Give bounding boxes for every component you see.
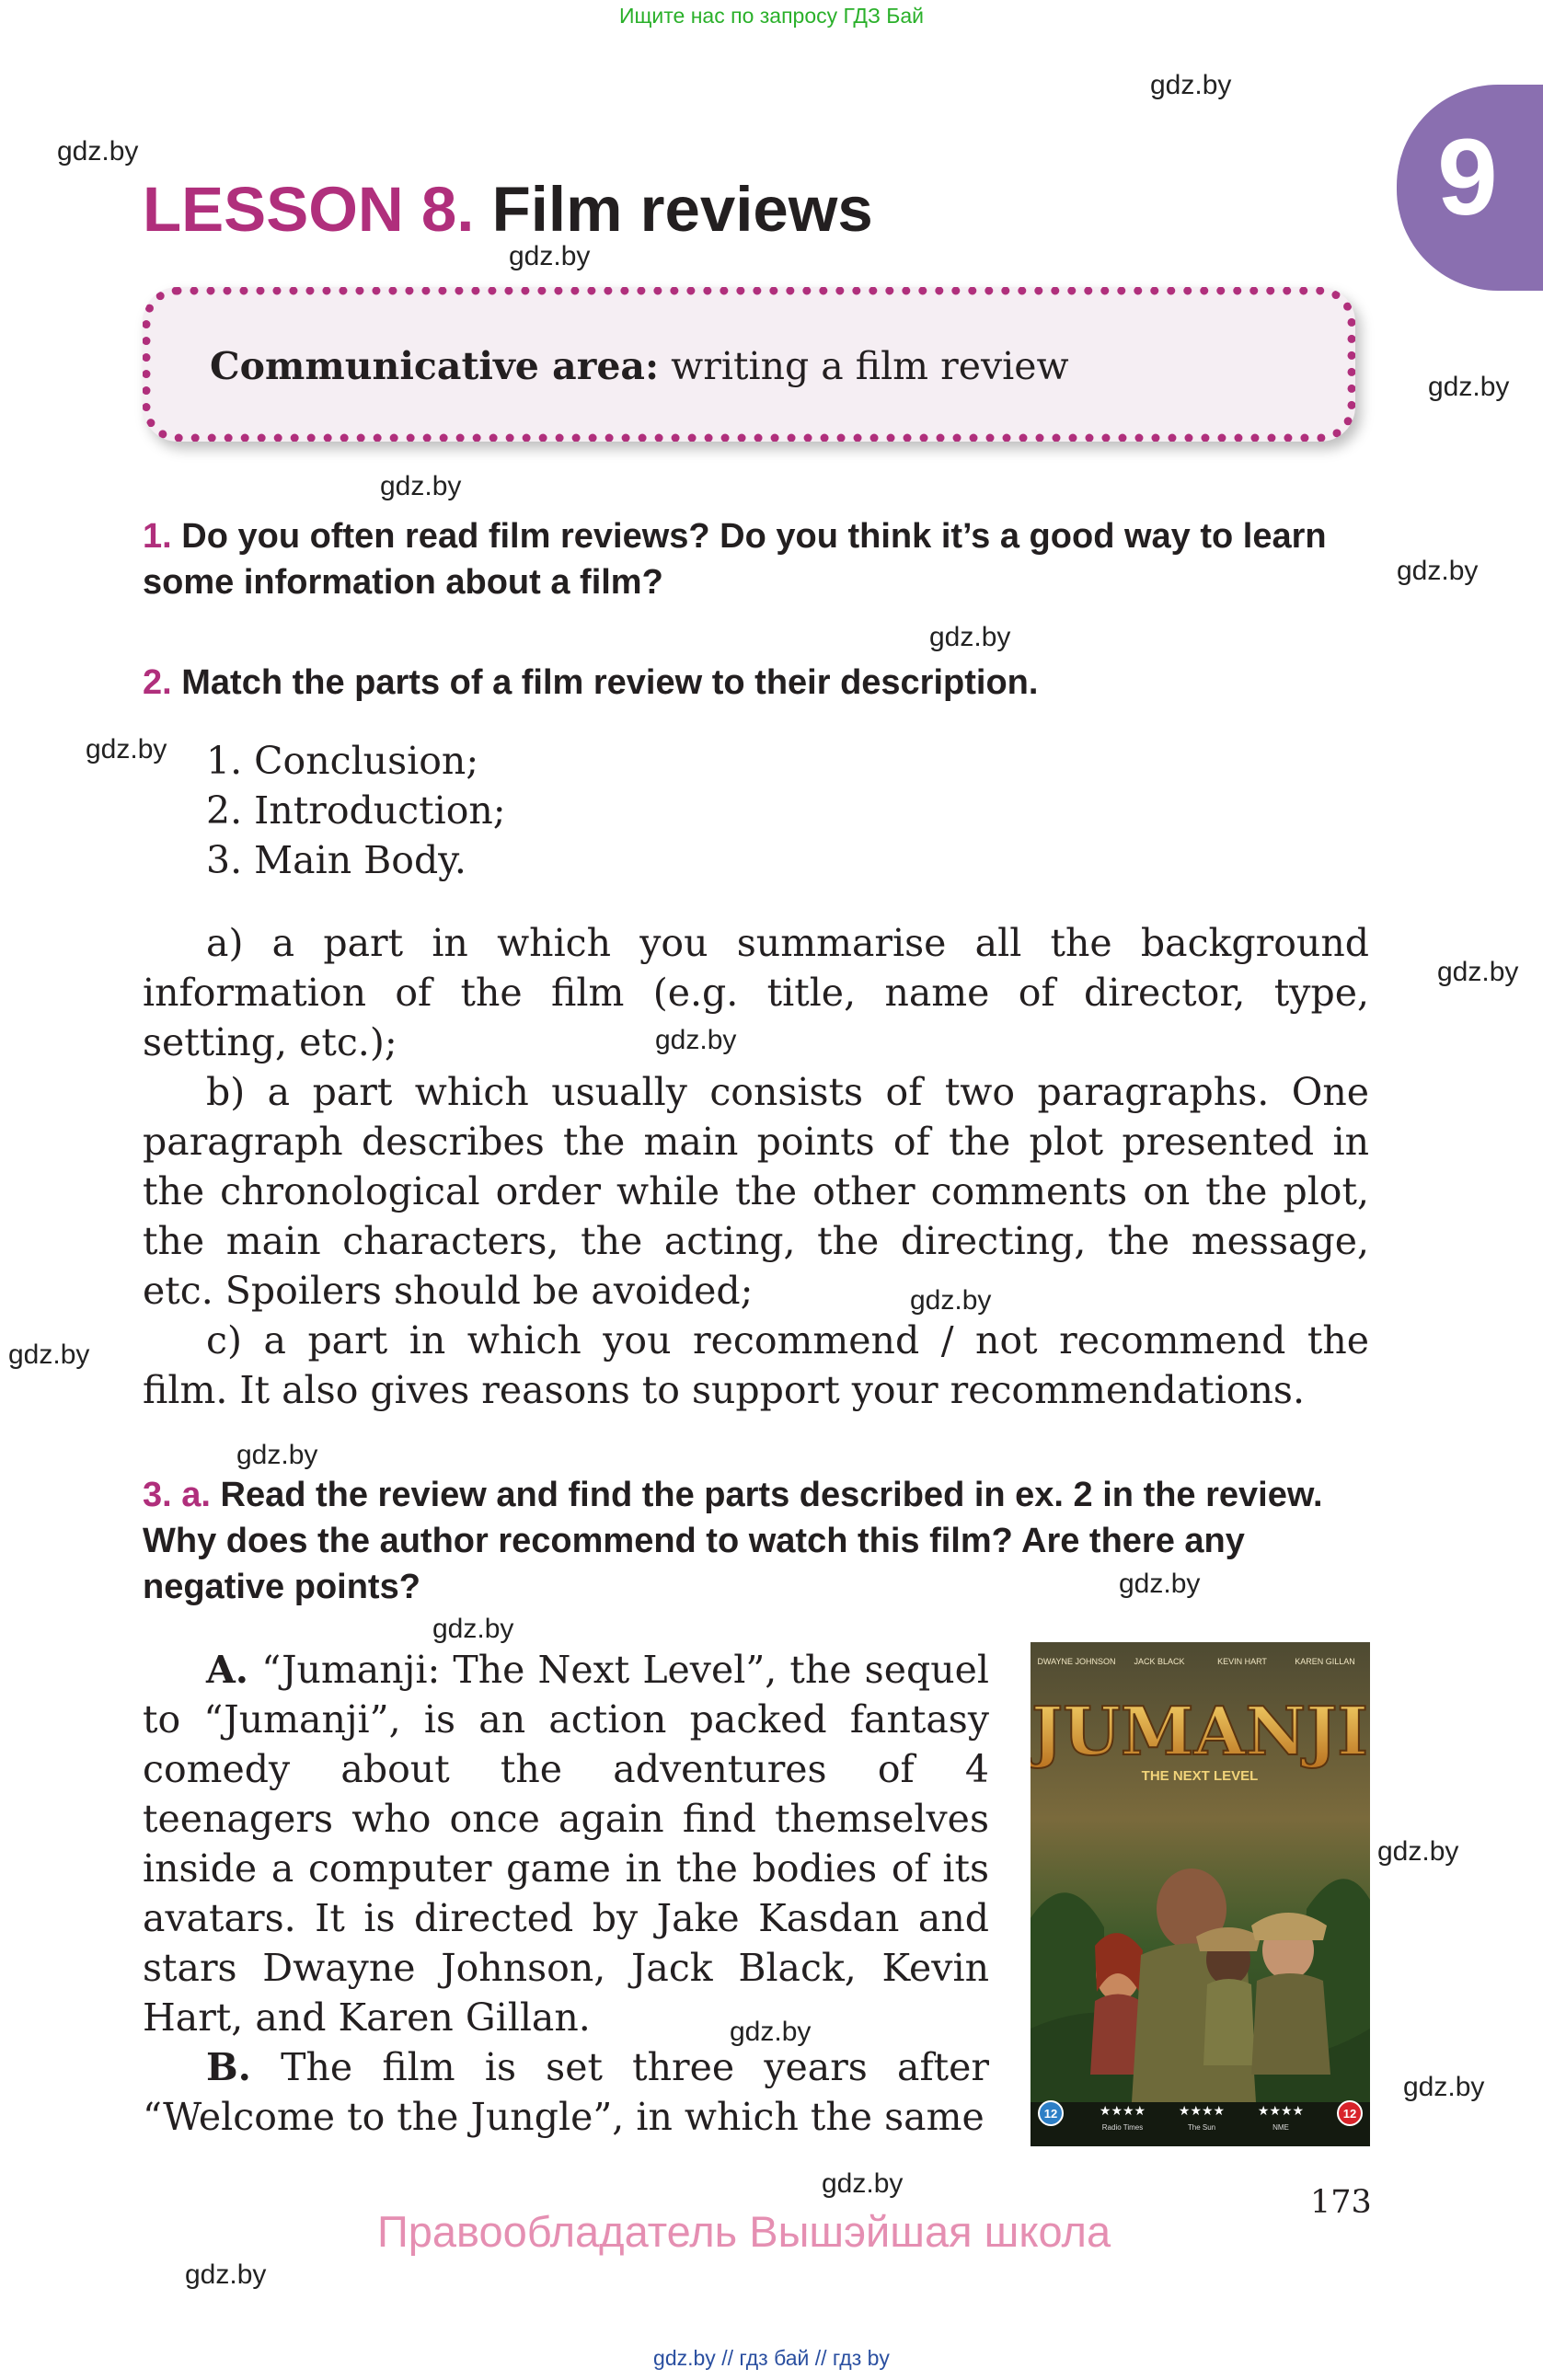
review-stars: ★★★★ <box>1099 2104 1146 2119</box>
watermark: gdz.by <box>730 2017 812 2047</box>
review-text <box>143 1645 989 2142</box>
rating-badge-text: 12 <box>1342 2107 1357 2121</box>
paragraph-label: B. <box>206 2045 251 2089</box>
paragraph-text: “Jumanji: The Next Level”, the sequel to “Jumanji”, is an action packed fantasy comedy about the adventures of 4 teenagers who once again find themselves inside a computer game in the bodies of its avatars. It is directed by Jake Kasdan and stars Dwayne Johnson, Jack Black, Kevin Hart, and Karen Gillan. <box>143 1648 989 2040</box>
part-descriptions <box>143 918 1369 1415</box>
poster-actor: DWAYNE JOHNSON <box>1037 1657 1116 1666</box>
watermark: gdz.by <box>822 2168 904 2199</box>
watermark: gdz.by <box>509 241 591 271</box>
review-source: Radio Times <box>1101 2123 1144 2132</box>
watermark: gdz.by <box>655 1025 737 1055</box>
description-a: a) a part in which you summarise all the background information of the film (e.g. title, name of director, type, setting, etc.); <box>143 921 1369 1064</box>
watermark: gdz.by <box>380 471 462 501</box>
rights-holder: Правообладатель Вышэйшая школа <box>377 2207 1111 2256</box>
task-3 <box>143 1472 1369 1610</box>
watermark: gdz.by <box>185 2259 267 2290</box>
lesson-label: LESSON 8. <box>143 174 475 245</box>
watermark: gdz.by <box>8 1339 90 1370</box>
lesson-title <box>143 173 873 246</box>
communicative-area-text: writing a film review <box>671 344 1069 388</box>
rating-badge-text: 12 <box>1043 2107 1058 2121</box>
watermark: gdz.by <box>1397 556 1479 586</box>
watermark: gdz.by <box>1437 957 1519 987</box>
lesson-name: Film reviews <box>491 174 873 245</box>
task-text: Match the parts of a film review to their description. <box>181 663 1039 702</box>
poster-actor: KAREN GILLAN <box>1295 1657 1355 1666</box>
task-text: Read the review and find the parts described in ex. 2 in the review. Why does the author recommend to watch this film? Are there any negative points? <box>143 1476 1323 1606</box>
poster-actor: KEVIN HART <box>1217 1657 1267 1666</box>
chapter-number: 9 <box>1437 117 1498 238</box>
watermark: gdz.by <box>929 622 1011 652</box>
watermark: gdz.by <box>236 1440 318 1470</box>
watermark: gdz.by <box>1403 2072 1485 2102</box>
task-number: 1. <box>143 517 172 556</box>
watermark: gdz.by <box>1377 1836 1459 1867</box>
footer-links[interactable]: gdz.by // гдз бай // гдз by <box>653 2346 890 2370</box>
communicative-area-label: Communicative area: <box>210 344 660 388</box>
task-number: 3. a. <box>143 1476 211 1514</box>
watermark: gdz.by <box>86 734 167 765</box>
review-source: The Sun <box>1187 2123 1216 2132</box>
film-poster <box>1031 1642 1370 2146</box>
task-1 <box>143 513 1369 605</box>
review-source: NME <box>1272 2123 1289 2132</box>
watermark: gdz.by <box>1150 70 1232 100</box>
page-number: 173 <box>1310 2184 1372 2221</box>
poster-actor: JACK BLACK <box>1134 1657 1185 1666</box>
watermark: gdz.by <box>910 1285 992 1316</box>
review-paragraph-b <box>143 2042 989 2142</box>
poster-title: JUMANJI <box>1031 1692 1368 1770</box>
paragraph-text: The film is set three years after “Welcome to the Jungle”, in which the same <box>143 2045 989 2139</box>
description-c: c) a part in which you recommend / not recommend the film. It also gives reasons to support your recommendations. <box>143 1318 1369 1412</box>
task-text: Do you often read film reviews? Do you think it’s a good way to learn some information about a film? <box>143 517 1327 602</box>
review-part-item: 3. Main Body. <box>206 838 466 882</box>
paragraph-label: A. <box>206 1648 249 1692</box>
watermark: gdz.by <box>1119 1569 1201 1599</box>
description-b: b) a part which usually consists of two paragraphs. One paragraph describes the main points of the plot presented in the chronological order while the other comments on the plot, the main characters, the acting, the directing, the message, etc. Spoilers should be avoided; <box>143 1070 1369 1313</box>
review-stars: ★★★★ <box>1178 2104 1226 2119</box>
communicative-area <box>210 344 1069 388</box>
task-number: 2. <box>143 663 172 702</box>
watermark: gdz.by <box>432 1614 514 1644</box>
task-2 <box>143 660 1369 706</box>
review-part-item: 1. Conclusion; <box>206 739 479 783</box>
top-banner[interactable]: Ищите нас по запросу ГДЗ Бай <box>618 4 925 28</box>
review-paragraph-a <box>143 1645 989 2042</box>
review-part-item: 2. Introduction; <box>206 788 506 833</box>
watermark: gdz.by <box>1428 372 1510 402</box>
review-stars: ★★★★ <box>1257 2104 1305 2119</box>
watermark: gdz.by <box>57 136 139 167</box>
poster-subtitle: THE NEXT LEVEL <box>1141 1768 1259 1784</box>
